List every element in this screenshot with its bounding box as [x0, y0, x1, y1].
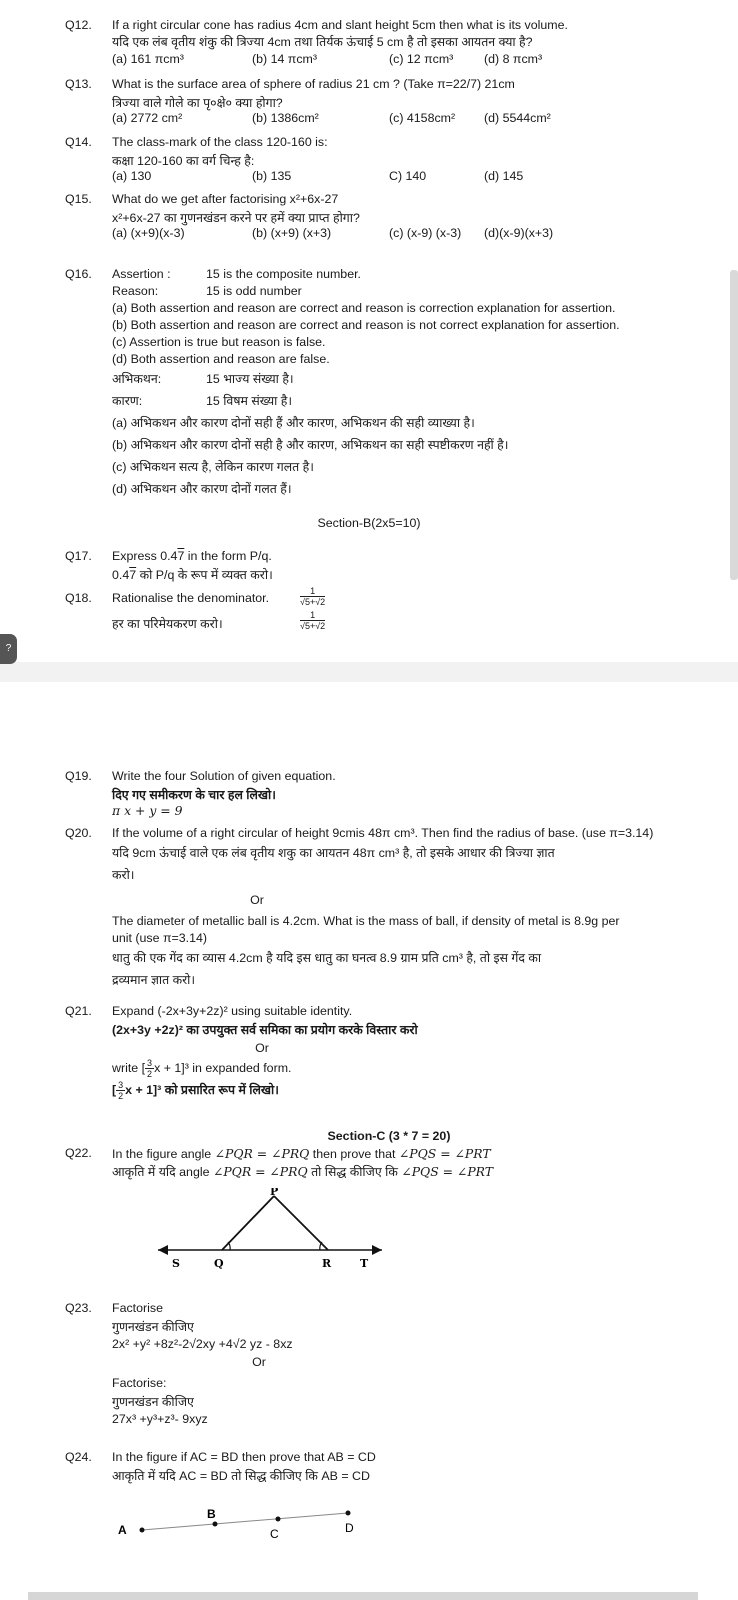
question-text-en: The class-mark of the class 120-160 is:: [112, 135, 328, 149]
or-separator: Or: [250, 893, 264, 907]
reason-text: 15 is odd number: [206, 284, 302, 298]
alt-question-hi: गुणनखंडन कीजिए: [112, 1395, 194, 1409]
scrollbar[interactable]: [730, 270, 738, 580]
angle-expression: ∠PQS = ∠PRT: [401, 1164, 494, 1179]
question-20: [65, 825, 725, 991]
question-number: Q16.: [65, 267, 92, 281]
question-number: Q19.: [65, 769, 92, 783]
question-15: [65, 191, 725, 242]
question-text-en: Rationalise the denominator.: [112, 591, 270, 605]
text: In the figure angle: [112, 1147, 215, 1161]
assertion-text: 15 is the composite number.: [206, 267, 361, 281]
numerator: 3: [147, 1058, 153, 1069]
option-c-hi: (c) अभिकथन सत्य है, लेकिन कारण गलत है।: [112, 460, 314, 474]
question-number: Q22.: [65, 1146, 92, 1160]
question-12: [65, 17, 725, 68]
text: x + 1]³ in expanded form.: [154, 1061, 292, 1075]
text: को P/q के रूप में व्यक्त करो।: [136, 568, 273, 582]
question-text-en: In the figure if AC = BD then prove that AB = CD: [112, 1450, 376, 1464]
expression: 2x² +y² +8z²-2√2xy +4√2 yz - 8xz: [112, 1337, 293, 1351]
question-text-hi-1: यदि 9cm ऊंचाई वाले एक लंब वृतीय शकु का आयतन 48π cm³ है, तो इसके आधार की त्रिज्या ज्ञात: [112, 846, 555, 860]
bottom-scrollbar[interactable]: [28, 1592, 698, 1600]
question-22: [65, 1145, 725, 1179]
section-b-heading: Section-B(2x5=10): [317, 516, 421, 530]
question-number: Q12.: [65, 18, 92, 32]
question-14: [65, 134, 725, 185]
page-two: [0, 682, 738, 1600]
question-text-hi: x²+6x-27 का गुणनखंडन करने पर हमें क्या प्राप्त होगा?: [112, 211, 360, 225]
text: Express 0.4: [112, 549, 178, 563]
label-t: T: [360, 1257, 369, 1270]
question-text-hi: आकृति में यदि AC = BD तो सिद्ध कीजिए कि AB = CD: [112, 1469, 370, 1483]
alt-question-en: Factorise:: [112, 1376, 167, 1390]
label-b: B: [207, 1507, 216, 1521]
text: 0.4: [112, 568, 130, 582]
question-text-en: If the volume of a right circular of height 9cmis 48π cm³. Then find the radius of base. (use π=3.14): [112, 826, 654, 840]
fraction-hi: [300, 610, 325, 631]
question-number: Q15.: [65, 192, 92, 206]
option-b: (b) 14 πcm³: [252, 52, 318, 66]
option-d: (d) 5544cm²: [484, 111, 551, 125]
option-a: (a) (x+9)(x-3): [112, 226, 185, 240]
side-tab-button[interactable]: [0, 634, 17, 664]
angle-expression: ∠PQS = ∠PRT: [398, 1146, 491, 1161]
alt-question-hi-1: धातु की एक गेंद का व्यास 4.2cm है यदि इस धातु का घनत्व 8.9 ग्राम प्रति cm³ है, तो इस गेंद का: [112, 951, 542, 965]
option-a-hi: (a) अभिकथन और कारण दोनों सही हैं और कारण, अभिकथन की सही व्याख्या है।: [112, 416, 475, 430]
label-p: P: [270, 1188, 279, 1198]
arrow-right-icon: [372, 1245, 382, 1255]
assertion-text-hi: 15 भाज्य संख्या है।: [206, 372, 294, 386]
denominator: 2: [118, 1091, 124, 1102]
question-text-en: If a right circular cone has radius 4cm and slant height 5cm then what is its volume.: [112, 18, 568, 32]
point-d: [346, 1511, 351, 1516]
assertion-row-hi: [112, 368, 725, 390]
question-text-hi: (2x+3y +2z)² का उपयुक्त सर्व समिका का प्रयोग करके विस्तार करो: [112, 1023, 418, 1037]
option-a-en: (a) Both assertion and reason are correct and reason is correction explanation for assertion.: [112, 301, 616, 315]
question-text-hi: दिए गए समीकरण के चार हल लिखो।: [112, 788, 276, 802]
question-text-en: Expand (-2x+3y+2z)² using suitable identity.: [112, 1004, 353, 1018]
question-text-en: Write the four Solution of given equation.: [112, 769, 336, 783]
triangle-figure: [150, 1188, 400, 1288]
fraction-en: [300, 586, 325, 607]
numerator: 3: [118, 1080, 124, 1091]
label-c: C: [270, 1527, 279, 1541]
equation: π x + y = 9: [112, 803, 183, 818]
point-a: [140, 1528, 145, 1533]
question-text-hi: [112, 565, 725, 582]
question-text-hi: कक्षा 120-160 का वर्ग चिन्ह है:: [112, 154, 255, 168]
options-row: [112, 225, 725, 242]
denominator: 2: [147, 1069, 153, 1080]
point-b: [213, 1522, 218, 1527]
options-row: [112, 168, 725, 185]
label-a: A: [118, 1523, 127, 1537]
fraction: [116, 1080, 125, 1101]
option-a: (a) 130: [112, 169, 152, 183]
question-number: Q17.: [65, 549, 92, 563]
option-c: C) 140: [389, 169, 427, 183]
or-separator: Or: [252, 1355, 266, 1369]
question-text-en: What do we get after factorising x²+6x-27: [112, 192, 339, 206]
option-a: (a) 161 πcm³: [112, 52, 184, 66]
option-a: (a) 2772 cm²: [112, 111, 183, 125]
question-number: Q20.: [65, 826, 92, 840]
text: in the form P/q.: [184, 549, 272, 563]
question-19: [65, 768, 725, 819]
question-text-en: What is the surface area of sphere of radius 21 cm ? (Take π=22/7) 21cm: [112, 77, 515, 91]
option-c: (c) 12 πcm³: [389, 52, 454, 66]
option-d-en: (d) Both assertion and reason are false.: [112, 352, 330, 366]
question-number: Q21.: [65, 1004, 92, 1018]
fraction: [145, 1058, 154, 1079]
question-number: Q18.: [65, 591, 92, 605]
label-r: R: [322, 1257, 332, 1270]
assertion-label: Assertion :: [112, 267, 171, 281]
option-b: (b) 135: [252, 169, 292, 183]
options-row: [112, 110, 725, 127]
reason-label-hi: कारण:: [112, 394, 143, 408]
question-text-hi: त्रिज्या वाले गोले का पृ०क्षे० क्या होगा?: [112, 96, 283, 110]
text: तो सिद्ध कीजिए कि: [307, 1165, 402, 1179]
option-d: (d)(x-9)(x+3): [484, 226, 554, 240]
angle-arc-q: [228, 1242, 230, 1250]
question-number: Q13.: [65, 77, 92, 91]
or-separator: Or: [255, 1041, 269, 1055]
angle-expression: ∠PQR = ∠PRQ: [214, 1146, 310, 1161]
alt-question-en: [112, 1057, 725, 1079]
question-text-en: [112, 1145, 725, 1162]
question-21: [65, 1003, 725, 1101]
options-row: [112, 51, 725, 68]
recurring-digit: 7: [177, 549, 185, 563]
alt-question-hi-2: द्रव्यमान ज्ञात करो।: [112, 973, 196, 987]
alt-question-en-1: The diameter of metallic ball is 4.2cm. What is the mass of ball, if density of metal is 8.9g per: [112, 914, 620, 928]
question-text-hi: हर का परिमेयकरण करो।: [112, 617, 223, 631]
label-d: D: [345, 1521, 354, 1535]
question-text-en: [112, 548, 725, 565]
text: then prove that: [309, 1147, 399, 1161]
option-b-hi: (b) अभिकथन और कारण दोनों सही है और कारण, अभिकथन का सही स्पष्टीकरण नहीं है।: [112, 438, 509, 452]
question-text-hi-2: करो।: [112, 868, 135, 882]
segment-line: [142, 1513, 348, 1530]
option-d: (d) 145: [484, 169, 524, 183]
question-13: [65, 76, 725, 127]
text: x + 1]³ को प्रसारित रूप में लिखो।: [125, 1083, 279, 1097]
assertion-row: [112, 266, 725, 283]
reason-text-hi: 15 विषम संख्या है।: [206, 394, 293, 408]
option-c: (c) 4158cm²: [389, 111, 456, 125]
alt-question-hi: [112, 1079, 725, 1101]
angle-expression: ∠PQR = ∠PRQ: [212, 1164, 308, 1179]
numerator: 1: [300, 586, 325, 597]
question-text-hi: [112, 1162, 725, 1179]
option-b: (b) 1386cm²: [252, 111, 319, 125]
numerator: 1: [300, 610, 325, 621]
option-c: (c) (x-9) (x-3): [389, 226, 462, 240]
line-segment-figure: [110, 1500, 380, 1550]
question-number: Q23.: [65, 1301, 92, 1315]
label-s: S: [172, 1257, 180, 1270]
question-text-hi: गुणनखंडन कीजिए: [112, 1320, 194, 1334]
assertion-label-hi: अभिकथन:: [112, 372, 162, 386]
point-c: [276, 1517, 281, 1522]
side-tab-label: ?: [5, 643, 12, 654]
alt-expression: 27x³ +y³+z³- 9xyz: [112, 1412, 208, 1426]
question-text-en: Factorise: [112, 1301, 163, 1315]
page-gap: [0, 662, 738, 682]
denominator: √5+√2: [300, 621, 326, 631]
option-b: (b) (x+9) (x+3): [252, 226, 332, 240]
question-number: Q24.: [65, 1450, 92, 1464]
reason-row: [112, 283, 725, 300]
option-b-en: (b) Both assertion and reason are correct and reason is not correct explanation for assertion.: [112, 318, 620, 332]
question-16: [65, 266, 725, 500]
alt-question-en-2: unit (use π=3.14): [112, 931, 207, 945]
question-17: [65, 548, 725, 582]
label-q: Q: [214, 1257, 224, 1270]
question-18: [65, 586, 725, 631]
question-text-hi: यदि एक लंब वृतीय शंकु की त्रिज्या 4cm तथा तिर्यक ऊंचाई 5 cm है तो इसका आयतन क्या है?: [112, 35, 533, 49]
reason-row-hi: [112, 390, 725, 412]
reason-label: Reason:: [112, 284, 159, 298]
text: [: [112, 1083, 117, 1097]
side-pq: [222, 1196, 274, 1250]
question-23: [65, 1300, 725, 1429]
question-24: [65, 1449, 725, 1483]
arrow-left-icon: [158, 1245, 168, 1255]
option-c-en: (c) Assertion is true but reason is false.: [112, 335, 326, 349]
side-pr: [274, 1196, 328, 1250]
text: write [: [112, 1061, 146, 1075]
page-one: [0, 0, 738, 662]
option-d-hi: (d) अभिकथन और कारण दोनों गलत हैं।: [112, 482, 292, 496]
text: आकृति में यदि angle: [112, 1165, 213, 1179]
option-d: (d) 8 πcm³: [484, 52, 543, 66]
recurring-digit: 7: [129, 568, 137, 582]
denominator: √5+√2: [300, 597, 326, 607]
section-c-heading: Section-C (3 * 7 = 20): [327, 1129, 451, 1143]
question-number: Q14.: [65, 135, 92, 149]
